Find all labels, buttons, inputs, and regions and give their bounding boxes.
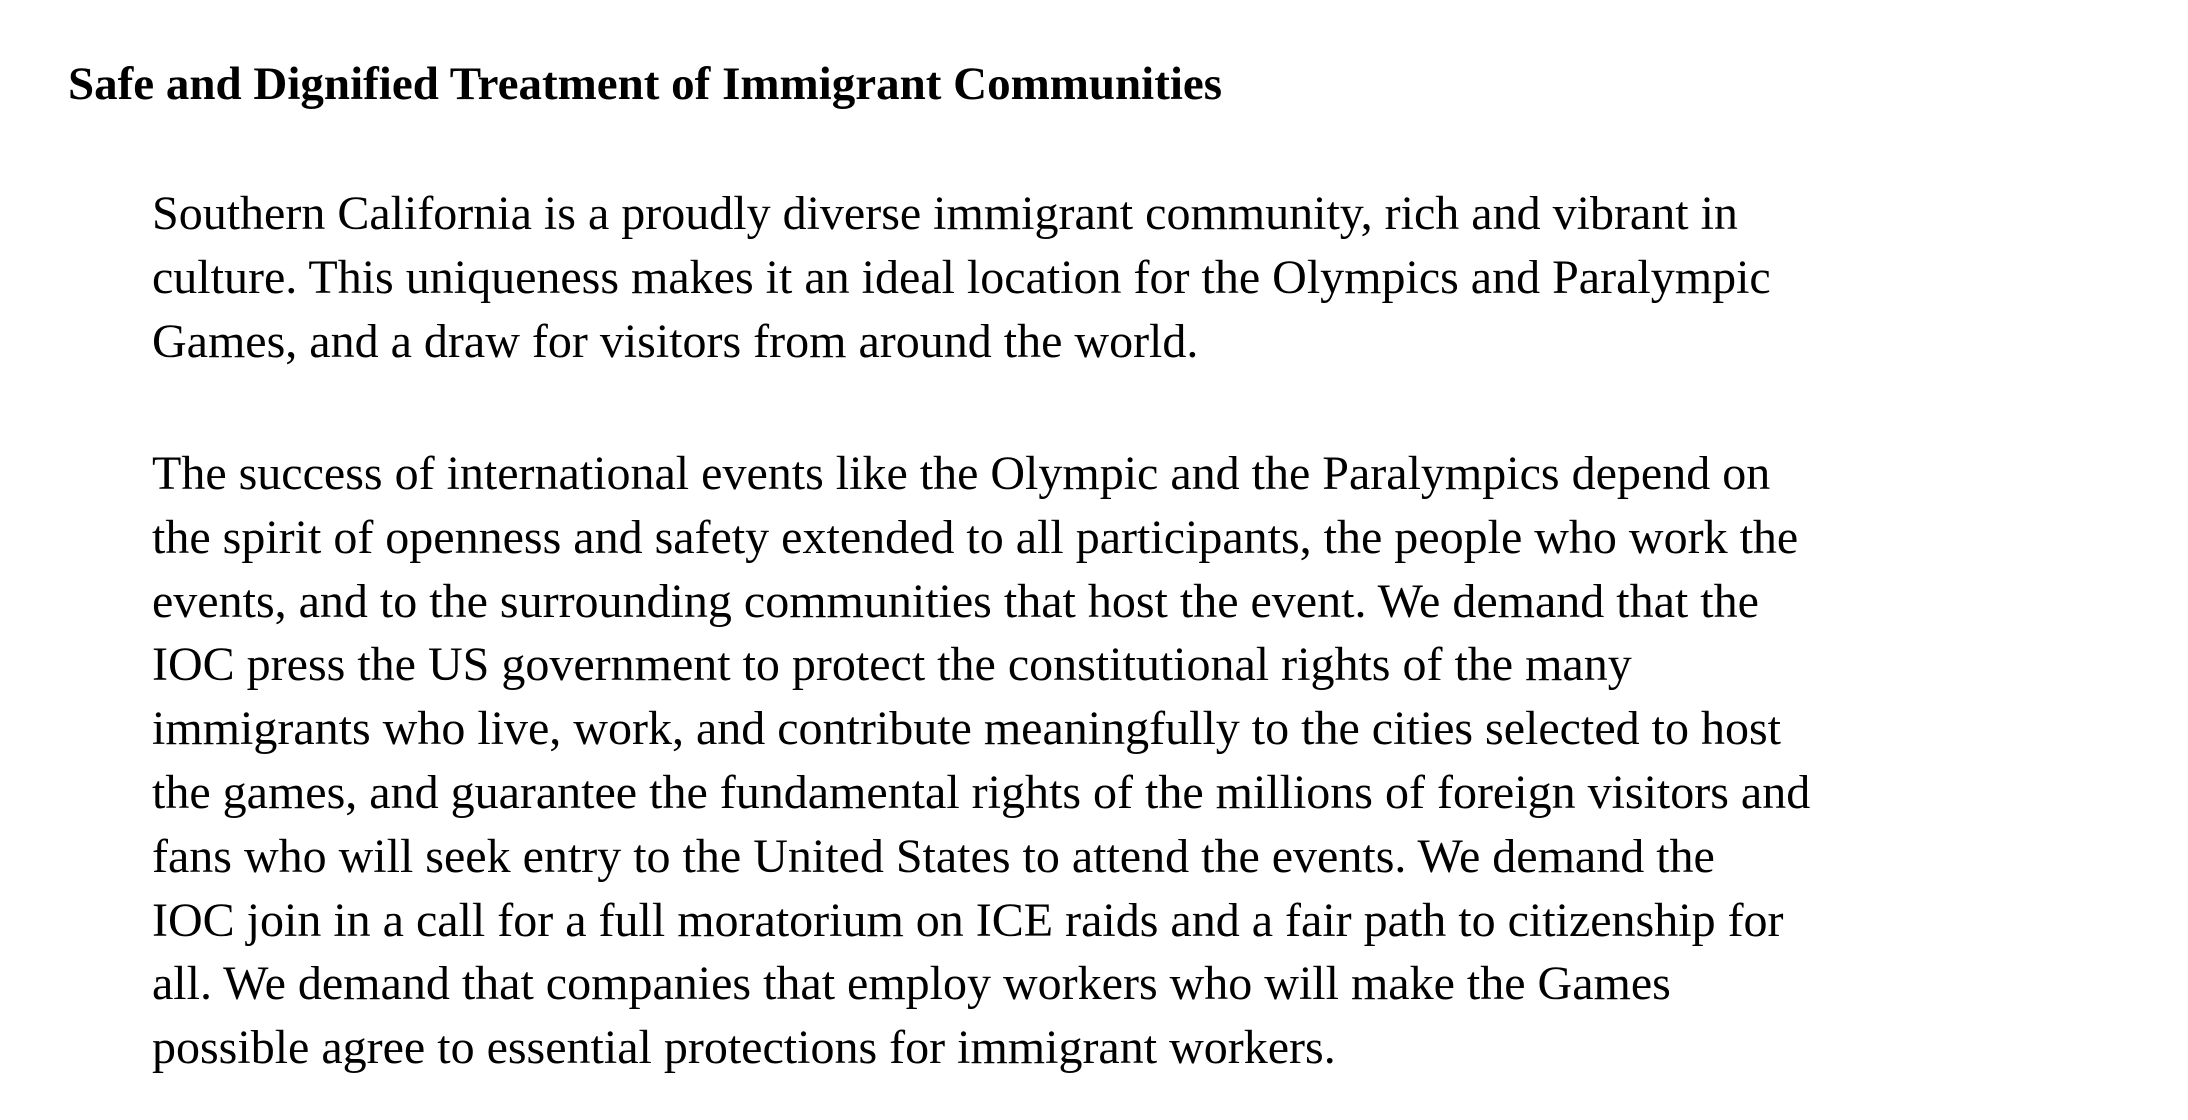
- text-line: all. We demand that companies that employ workers who will make the Games: [152, 957, 1671, 1011]
- text-line: culture. This uniqueness makes it an ideal location for the Olympics and Paralympic: [152, 250, 1771, 304]
- text-line: immigrants who live, work, and contribute meaningfully to the cities selected to host: [152, 702, 1781, 756]
- text-line: events, and to the surrounding communities that host the event. We demand that the: [152, 574, 1759, 628]
- text-line: Games, and a draw for visitors from around the world.: [152, 314, 1199, 368]
- text-line: the spirit of openness and safety extended to all participants, the people who work the: [152, 510, 1799, 564]
- section-heading: Safe and Dignified Treatment of Immigrant Communities: [68, 58, 1223, 110]
- paragraph-demands: [152, 442, 1810, 1080]
- text-line: fans who will seek entry to the United States to attend the events. We demand the: [152, 829, 1715, 883]
- paragraph-intro: [152, 182, 1771, 373]
- text-line: the games, and guarantee the fundamental rights of the millions of foreign visitors and: [152, 765, 1811, 819]
- text-line: IOC join in a call for a full moratorium on ICE raids and a fair path to citizenship for: [152, 893, 1784, 947]
- text-line: IOC press the US government to protect the constitutional rights of the many: [152, 638, 1632, 692]
- text-line: possible agree to essential protections for immigrant workers.: [152, 1021, 1336, 1075]
- text-line: The success of international events like the Olympic and the Paralympics depend on: [152, 447, 1771, 500]
- text-line: Southern California is a proudly diverse immigrant community, rich and vibrant in: [152, 187, 1738, 240]
